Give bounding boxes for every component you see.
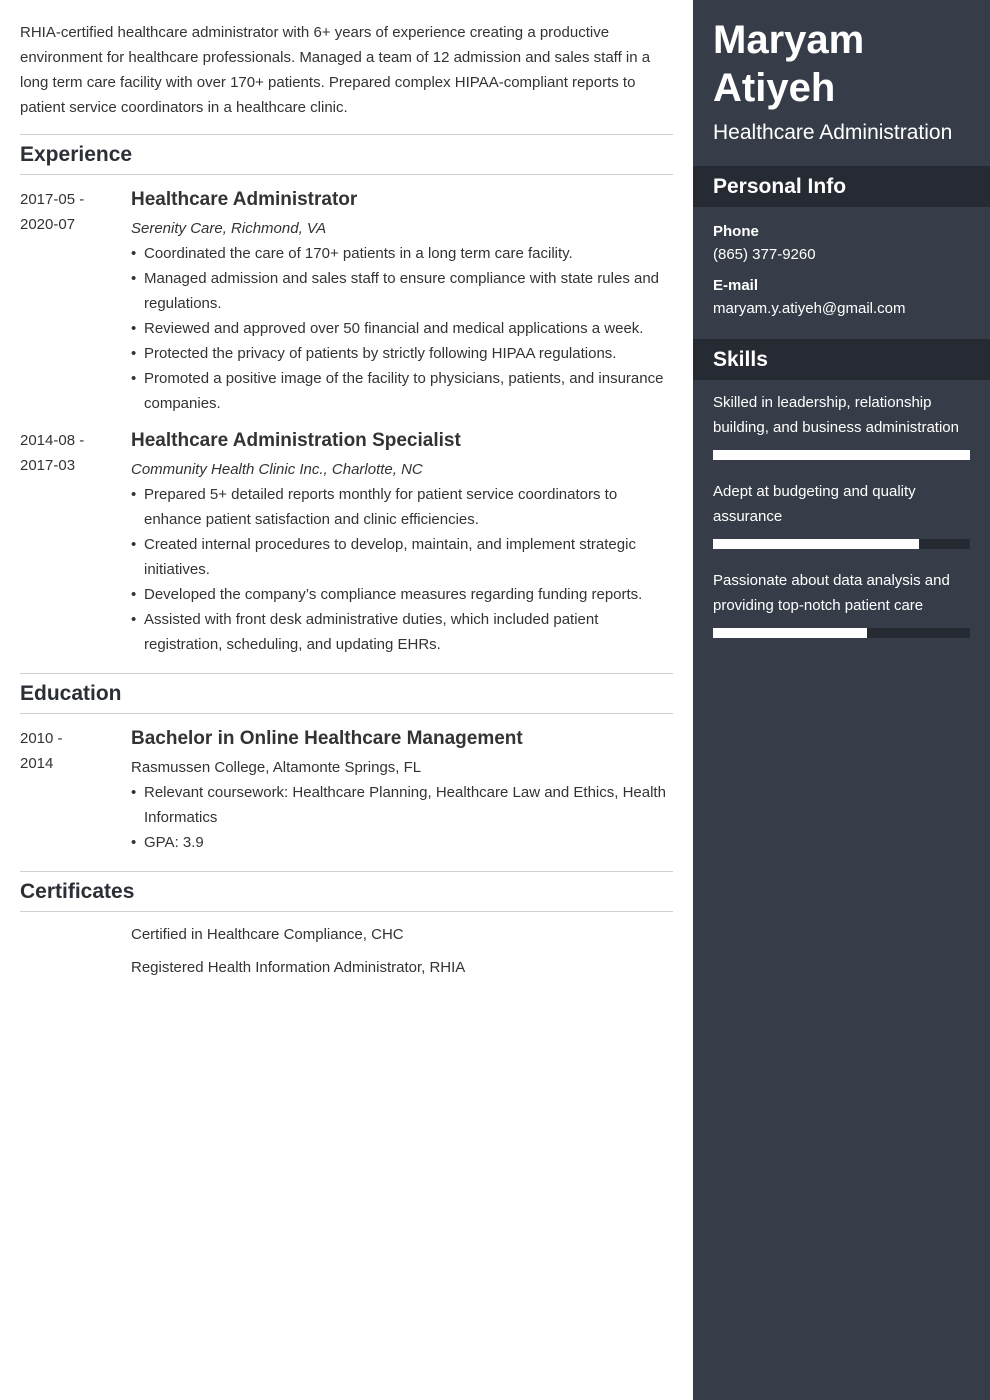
- degree-title: Bachelor in Online Healthcare Management: [131, 728, 523, 749]
- phone-label: Phone: [713, 223, 759, 240]
- phone-value: (865) 377-9260: [713, 246, 816, 263]
- entry-date: 2010 - 2014: [20, 730, 63, 772]
- certificates-heading: Certificates: [20, 871, 673, 912]
- experience-entry: [20, 428, 673, 657]
- candidate-role: Healthcare Administration: [713, 121, 953, 144]
- skill-text: Adept at budgeting and quality assurance: [713, 483, 916, 525]
- sidebar: [693, 0, 990, 1400]
- entry-body: [131, 187, 673, 416]
- certificates-section: [20, 871, 673, 980]
- email-value: maryam.y.atiyeh@gmail.com: [713, 300, 906, 317]
- duties-list: [131, 241, 673, 416]
- skill-text: Skilled in leadership, relationship building, and business administration: [713, 394, 959, 436]
- skill-level-fill: [713, 539, 919, 549]
- education-heading: Education: [20, 673, 673, 714]
- email-label: E-mail: [713, 277, 759, 294]
- employer: Community Health Clinic Inc., Charlotte, NC: [131, 461, 423, 478]
- list-item: • Protected the privacy of patients by strictly following HIPAA regulations.: [131, 341, 673, 366]
- experience-section: [20, 134, 673, 673]
- education-entry: [20, 726, 673, 855]
- job-title: Healthcare Administrator: [131, 189, 358, 210]
- skill-level-bar: [713, 450, 970, 460]
- entry-date: 2017-05 - 2020-07: [20, 191, 85, 233]
- skill-level-bar: [713, 628, 970, 638]
- skill-level-fill: [713, 450, 970, 460]
- skill-text: Passionate about data analysis and providing top-notch patient care: [713, 572, 950, 614]
- experience-heading: Experience: [20, 134, 673, 175]
- skill-level-fill: [713, 628, 867, 638]
- entry-date: 2014-08 - 2017-03: [20, 432, 85, 474]
- entry-body: [131, 428, 673, 657]
- personal-info-heading: Personal Info: [693, 166, 990, 207]
- list-item: • Developed the company’s compliance measures regarding funding reports.: [131, 582, 673, 607]
- certificate-item: Certified in Healthcare Compliance, CHC: [131, 926, 404, 943]
- certificates-list: [20, 912, 673, 980]
- duties-list: [131, 482, 673, 657]
- job-title: Healthcare Administration Specialist: [131, 430, 461, 451]
- entry-body: [131, 726, 673, 855]
- personal-info: [693, 207, 990, 321]
- skill-item: [713, 390, 970, 460]
- skill-item: [713, 568, 970, 638]
- skills-heading: Skills: [693, 339, 990, 380]
- summary: RHIA-certified healthcare administrator with 6+ years of experience creating a productive environment for healthcare professionals. Managed a team of 12 admission and sales staff in a long term care facility with over 170+ patients. Prepared complex HIPAA-compliant reports to patient service coordinators in a healthcare clinic.: [20, 24, 651, 116]
- education-section: [20, 673, 673, 871]
- candidate-name: Maryam Atiyeh: [713, 18, 865, 110]
- list-item: • Relevant coursework: Healthcare Planning, Healthcare Law and Ethics, Health Informatics: [131, 780, 673, 830]
- employer: Serenity Care, Richmond, VA: [131, 220, 327, 237]
- list-item: • Prepared 5+ detailed reports monthly for patient service coordinators to enhance patient satisfaction and clinic efficiencies.: [131, 482, 673, 532]
- experience-entry: [20, 187, 673, 416]
- skill-item: [713, 479, 970, 549]
- list-item: • Coordinated the care of 170+ patients in a long term care facility.: [131, 241, 673, 266]
- list-item: • Managed admission and sales staff to ensure compliance with state rules and regulations.: [131, 266, 673, 316]
- list-item: • Created internal procedures to develop, maintain, and implement strategic initiatives.: [131, 532, 673, 582]
- certificate-item: Registered Health Information Administrator, RHIA: [131, 959, 466, 976]
- education-details: [131, 780, 673, 855]
- list-item: • GPA: 3.9: [131, 830, 673, 855]
- school: Rasmussen College, Altamonte Springs, FL: [131, 759, 422, 776]
- list-item: • Promoted a positive image of the facility to physicians, patients, and insurance companies.: [131, 366, 673, 416]
- list-item: • Assisted with front desk administrative duties, which included patient registration, scheduling, and updating EHRs.: [131, 607, 673, 657]
- skill-level-bar: [713, 539, 970, 549]
- skills-list: [693, 380, 990, 638]
- list-item: • Reviewed and approved over 50 financial and medical applications a week.: [131, 316, 673, 341]
